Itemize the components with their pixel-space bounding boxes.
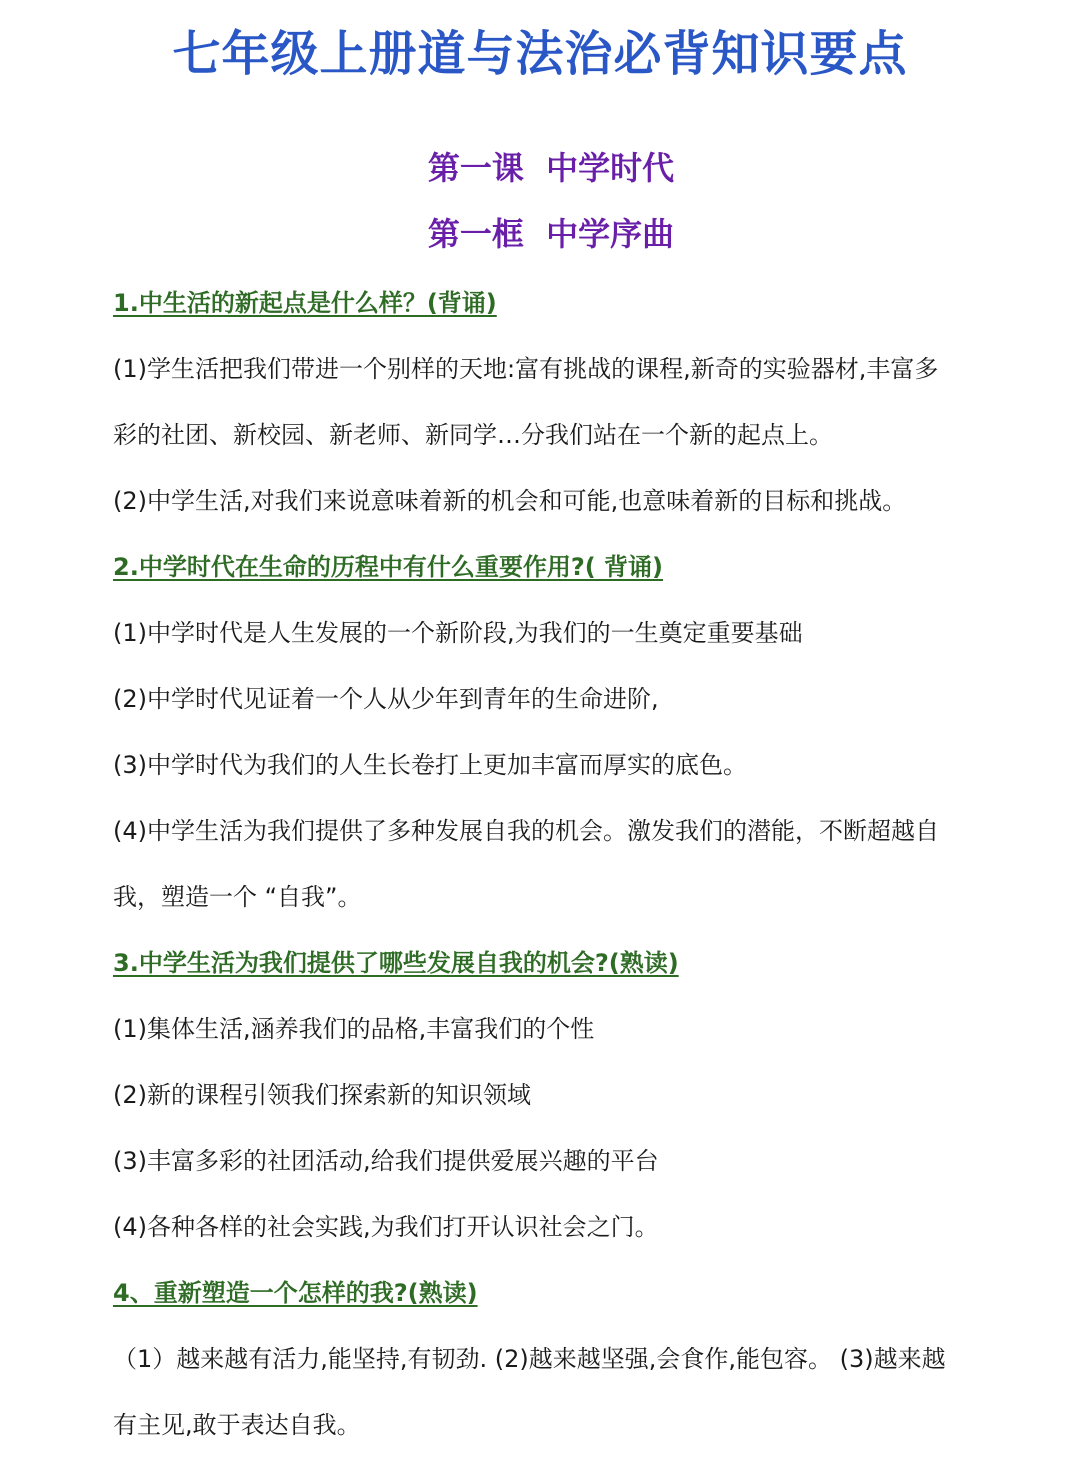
answer-line: (4)各种各样的社会实践,为我们打开认识社会之门。 (113, 1213, 659, 1241)
question-heading-1: 1.中生活的新起点是什么样？(背诵) (113, 289, 497, 317)
answer-block-1 (113, 346, 1013, 544)
answer-line: (2)中学时代见证着一个人从少年到青年的生命进阶, (113, 685, 659, 713)
answer-line: （1）越来越有活力,能坚持,有韧劲. (2)越来越坚强,会食作,能包容。 (3)越来越 (113, 1345, 946, 1373)
answer-line: (1)集体生活,涵养我们的品格,丰富我们的个性 (113, 1015, 595, 1043)
question-heading-3: 3.中学生活为我们提供了哪些发展自我的机会?(熟读) (113, 949, 679, 977)
content-body (113, 280, 1013, 1468)
answer-line: (1)中学时代是人生发展的一个新阶段,为我们的一生奠定重要基础 (113, 619, 803, 647)
answer-line: (3)中学时代为我们的人生长卷打上更加丰富而厚实的底色。 (113, 751, 747, 779)
section-title: 第一框 中学序曲 (427, 215, 675, 253)
answer-line: (2)新的课程引领我们探索新的知识领域 (113, 1081, 531, 1109)
answer-line: 我，塑造一个 “自我”。 (113, 883, 362, 911)
document-title: 七年级上册道与法治必背知识要点 (172, 26, 908, 82)
answer-block-2 (113, 610, 1013, 940)
answer-line: (4)中学生活为我们提供了多种发展自我的机会。激发我们的潜能，不断超越自 (113, 817, 939, 845)
answer-block-4 (113, 1336, 1013, 1468)
lesson-title: 第一课 中学时代 (427, 149, 675, 187)
question-heading-2: 2.中学时代在生命的历程中有什么重要作用?( 背诵) (113, 553, 664, 581)
answer-line: (3)丰富多彩的社团活动,给我们提供爱展兴趣的平台 (113, 1147, 659, 1175)
answer-line: 彩的社团、新校园、新老师、新同学…分我们站在一个新的起点上。 (113, 421, 833, 449)
answer-line: (1)学生活把我们带进一个别样的天地:富有挑战的课程,新奇的实验器材,丰富多 (113, 355, 939, 383)
question-heading-4: 4、重新塑造一个怎样的我?(熟读) (113, 1279, 478, 1307)
answer-block-3 (113, 1006, 1013, 1270)
answer-line: (2)中学生活,对我们来说意味着新的机会和可能,也意味着新的目标和挑战。 (113, 487, 907, 515)
answer-line: 有主见,敢于表达自我。 (113, 1411, 361, 1439)
